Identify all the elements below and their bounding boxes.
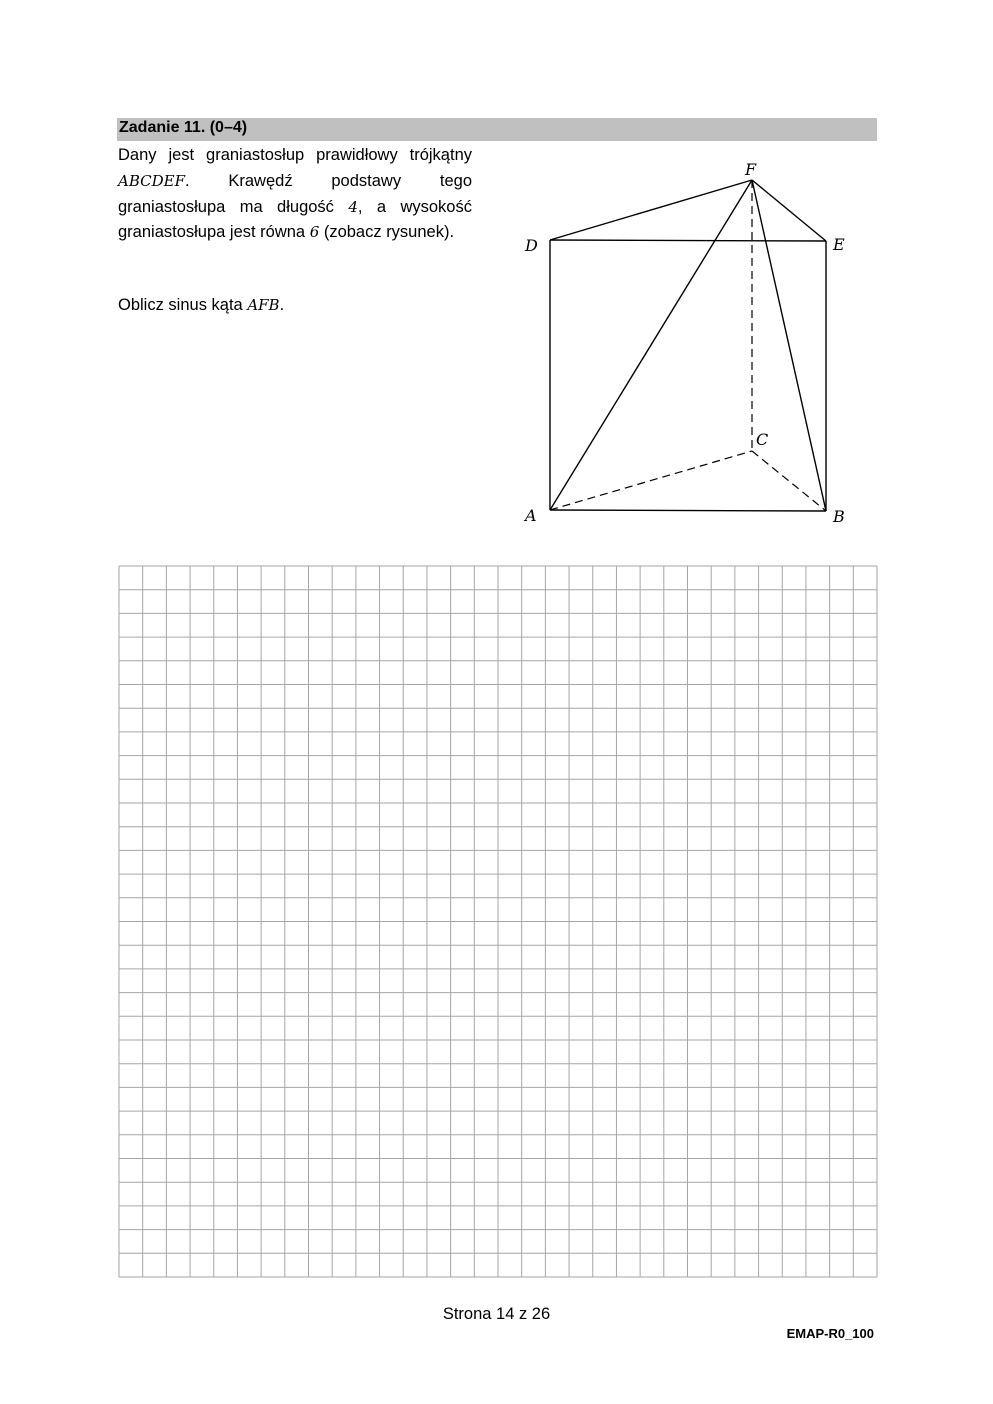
prism-figure xyxy=(0,0,993,560)
prism-height: 6 xyxy=(309,223,320,242)
vertex-label-C: C xyxy=(756,430,769,449)
instruction-end: . xyxy=(279,296,285,314)
angle-name: AFB xyxy=(247,296,280,314)
vertex-label-E: E xyxy=(833,235,845,254)
edge-DF xyxy=(550,180,752,240)
task-title: Zadanie 11. (0–4) xyxy=(119,119,248,136)
edge-length: 4 xyxy=(348,197,358,216)
page-number: Strona 14 z 26 xyxy=(442,1305,551,1323)
instruction-text: Oblicz sinus kąta xyxy=(118,296,248,314)
exam-code: EMAP-R0_100 xyxy=(786,1326,874,1341)
segment-BF xyxy=(752,180,826,511)
text-segment: . Krawędź podstawy tego graniastosłupa ma długość xyxy=(118,171,472,216)
text-segment: Dany jest graniastosłup prawidłowy trójkątny xyxy=(118,146,472,164)
vertex-label-F: F xyxy=(745,160,757,179)
vertex-label-B: B xyxy=(833,507,845,526)
text-segment: (zobacz rysunek). xyxy=(319,223,455,242)
vertex-label-A: A xyxy=(525,506,537,525)
answer-grid[interactable] xyxy=(118,565,878,1278)
vertex-label-D: D xyxy=(525,236,538,255)
solid-name: ABCDEF xyxy=(118,171,185,190)
edge-AB xyxy=(550,510,826,511)
text-segment: , a wysokość graniastosłupa jest równa xyxy=(118,197,472,242)
segment-AF xyxy=(550,180,752,510)
edge-DE xyxy=(550,240,826,241)
